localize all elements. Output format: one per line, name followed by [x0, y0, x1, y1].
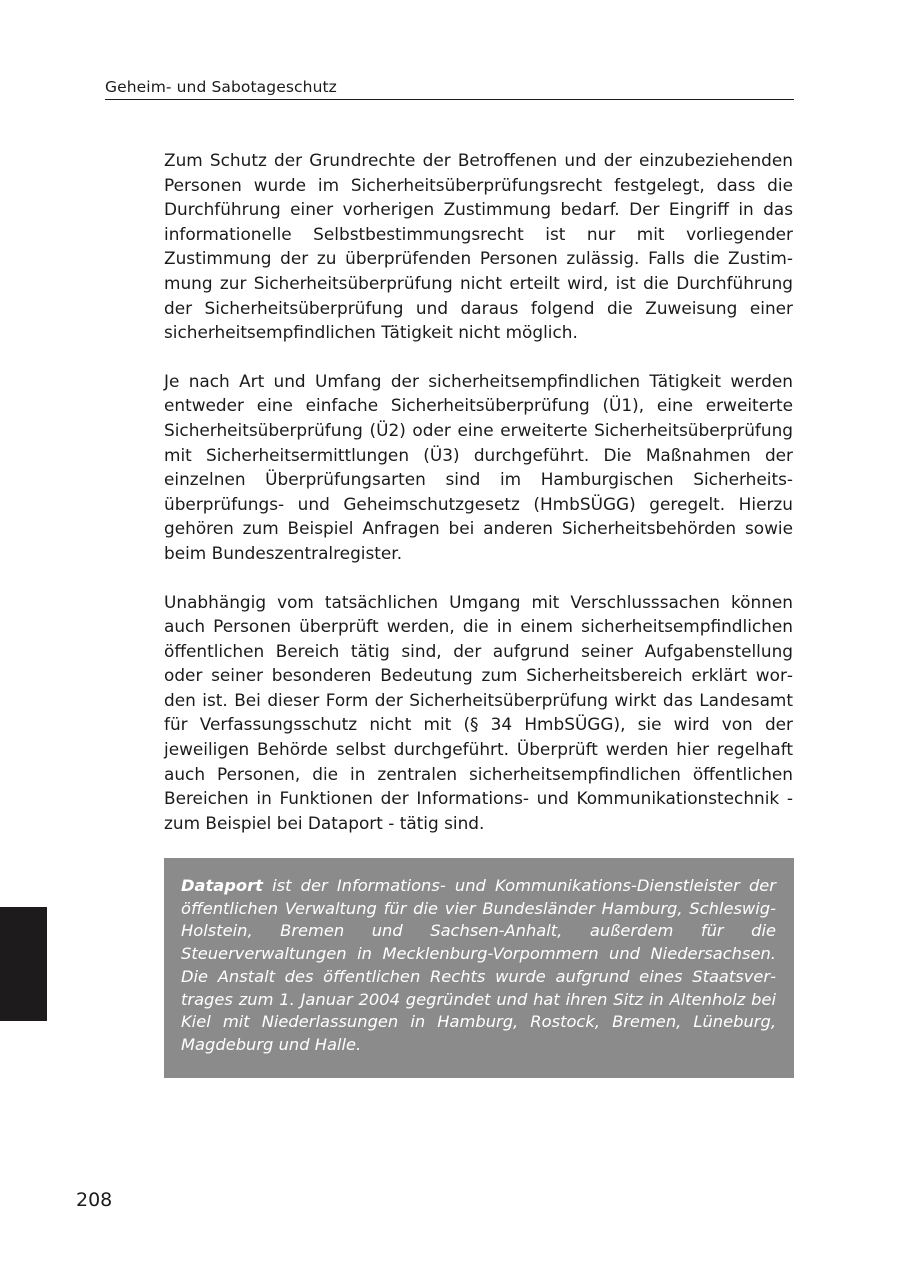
- paragraph-check-levels: Je nach Art und Umfang der sicherheitsempfindlichen Tätigkeit werden entweder eine einfache Sicherheitsüberprüfung (Ü1), eine erweiterte Sicherheitsüberprüfung (Ü2) oder eine erweiterte Sicherheitsüberprüfung mit Sicherheitsermittlungen (Ü3) durchgeführt. Die Maßnahmen der einzelnen Überprüfungsarten sind im Hamburgischen Sicherheitsüberprüfungs- und Geheimschutzgesetz (HmbSÜGG) geregelt. Hierzu gehören zum Beispiel Anfragen bei anderen Sicherheitsbehörden sowie beim Bundeszentralregister.: [164, 370, 793, 563]
- body-text: [164, 148, 793, 859]
- dataport-info-box: [164, 858, 794, 1078]
- header-rule: [105, 99, 794, 100]
- info-box-description: ist der Informations- und Kommunikations-Dienstleister der öffentlichen Verwaltung für die vier Bundesländer Hamburg, Schleswig-Holstein, Bremen und Sachsen-Anhalt, außerdem für die Steuerverwaltungen in Mecklenburg-Vorpommern und Niedersachsen. Die Anstalt des öffentlichen Rechts wurde aufgrund eines Staatsvertrages zum 1. Januar 2004 gegründet und hat ihren Sitz in Altenholz bei Kiel mit Niederlassungen in Hamburg, Rostock, Bremen, Lüneburg, Magdeburg und Halle.: [181, 876, 776, 1054]
- paragraph-sensitive-areas: Unabhängig vom tatsächlichen Umgang mit Verschlusssachen können auch Personen überprüft werden, die in einem sicherheitsempfindlichen öffentlichen Bereich tätig sind, der aufgrund seiner Aufgabenstellung oder seiner besonderen Bedeutung zum Sicherheitsbereich erklärt worden ist. Bei dieser Form der Sicherheitsüberprüfung wirkt das Landesamt für Verfassungsschutz nicht mit (§ 34 HmbSÜGG), sie wird von der jeweiligen Behörde selbst durchgeführt. Überprüft werden hier regelhaft auch Personen, die in zentralen sicherheitsempfindlichen öffentlichen Bereichen in Funktionen der Informations- und Kommunikationstechnik - zum Beispiel bei Dataport - tätig sind.: [164, 591, 793, 833]
- chapter-thumb-tab: [0, 907, 47, 1021]
- info-box-term: Dataport: [181, 876, 263, 895]
- info-box-text: [181, 875, 776, 1057]
- running-header: Geheim- und Sabotageschutz: [105, 78, 337, 96]
- paragraph-consent: Zum Schutz der Grundrechte der Betroffenen und der einzubeziehenden Personen wurde im Sicherheitsüberprüfungsrecht festgelegt, dass die Durchführung einer vorherigen Zustimmung bedarf. Der Eingriff in das informationelle Selbstbestimmungsrecht ist nur mit vorliegender Zustimmung der zu überprüfenden Personen zulässig. Falls die Zustimmung zur Sicherheitsüberprüfung nicht erteilt wird, ist die Durchführung der Sicherheitsüberprüfung und daraus folgend die Zuweisung einer sicherheitsempfindlichen Tätigkeit nicht möglich.: [164, 150, 793, 343]
- page-number: 208: [76, 1189, 113, 1211]
